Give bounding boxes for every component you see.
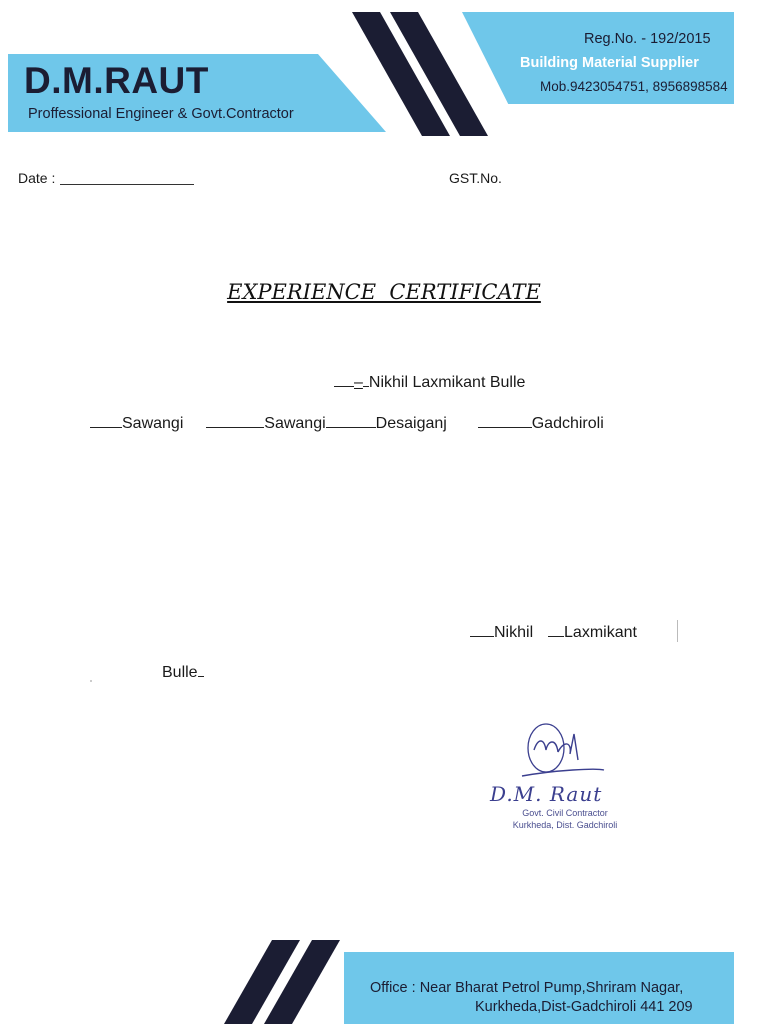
- name-blank: [334, 372, 354, 387]
- supplier-label: Building Material Supplier: [520, 55, 699, 71]
- middle-name-blank: [548, 622, 564, 637]
- name-parts-line: [470, 622, 637, 642]
- first-name: Nikhil: [494, 624, 534, 641]
- place-4: Gadchiroli: [531, 415, 604, 432]
- place-2: Sawangi: [264, 415, 326, 432]
- header-stripes: [340, 8, 500, 140]
- name-line: [334, 372, 525, 392]
- first-name-blank: [470, 622, 494, 637]
- place-blank-4: [478, 413, 532, 428]
- place-blank-3: [326, 413, 376, 428]
- last-name-line: [162, 662, 204, 682]
- registration-number: Reg.No. - 192/2015: [584, 31, 711, 47]
- signature-stroke-2: [558, 734, 578, 760]
- gst-label: GST.No.: [449, 170, 502, 186]
- place-blank-2: [206, 413, 264, 428]
- place-blank-1: [90, 413, 122, 428]
- office-address-line-1: Office : Near Bharat Petrol Pump,Shriram Nagar,: [370, 980, 684, 996]
- signature-stroke-1: [534, 741, 558, 752]
- last-name: Bulle: [162, 664, 198, 681]
- document-title: EXPERIENCE CERTIFICATE: [227, 280, 541, 304]
- signatory-place: Kurkheda, Dist. Gadchiroli: [512, 820, 618, 830]
- middle-name: Laxmikant: [564, 624, 637, 641]
- signature-scribble: [486, 720, 656, 790]
- signatory-name: D.M. Raut: [490, 782, 603, 806]
- place-1: Sawangi: [122, 415, 184, 432]
- company-name: D.M.RAUT: [24, 60, 209, 101]
- office-address-line-2: Kurkheda,Dist-Gadchiroli 441 209: [475, 999, 693, 1015]
- company-tagline: Proffessional Engineer & Govt.Contractor: [28, 106, 294, 122]
- place-3: Desaiganj: [375, 415, 447, 432]
- footer-stripes: [220, 938, 360, 1024]
- margin-mark: [677, 620, 678, 642]
- scan-speck: [90, 680, 92, 682]
- last-name-blank: [198, 662, 204, 677]
- name-dash: –: [354, 374, 363, 391]
- mobile-numbers: Mob.9423054751, 8956898584: [540, 79, 728, 94]
- signature-underline: [522, 769, 604, 776]
- signatory-title: Govt. Civil Contractor: [522, 808, 608, 818]
- place-line: [90, 413, 604, 433]
- employee-full-name: Nikhil Laxmikant Bulle: [368, 374, 526, 391]
- date-label: Date :: [18, 170, 56, 186]
- date-blank-line: [60, 184, 194, 185]
